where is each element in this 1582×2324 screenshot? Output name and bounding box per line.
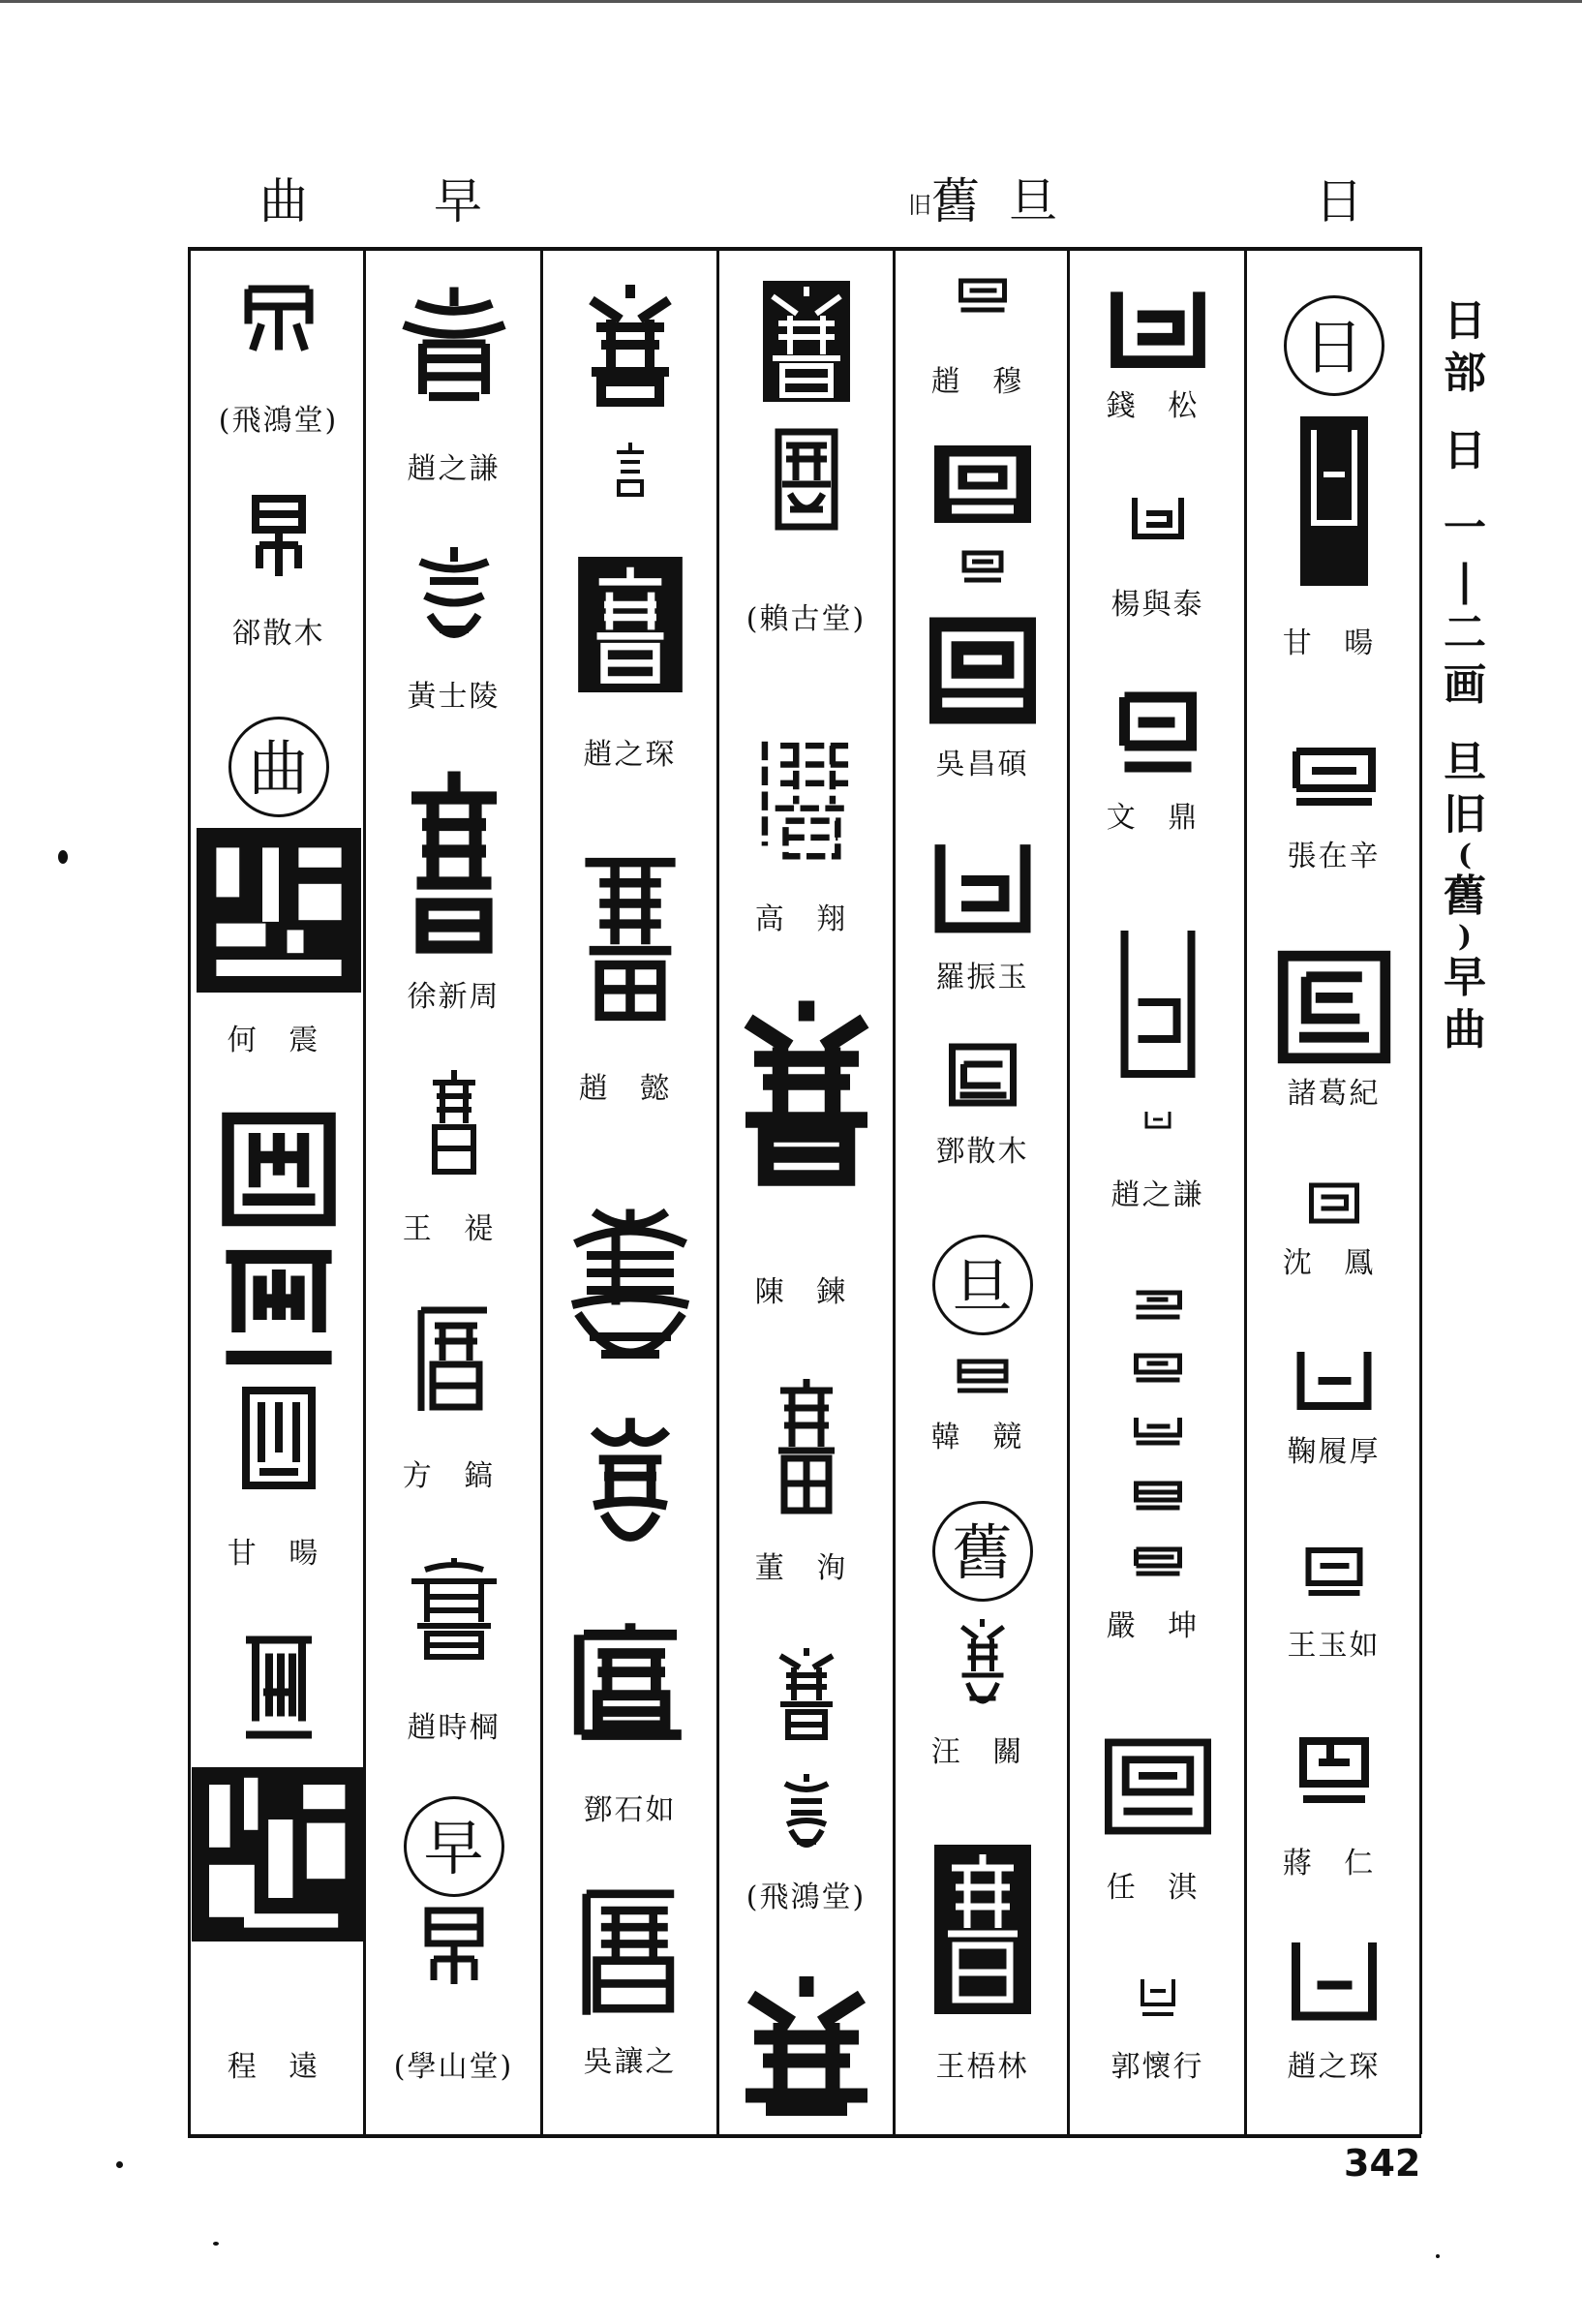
seal-label: 趙之謙 [407, 452, 501, 486]
column-divider [893, 247, 896, 2134]
seal-glyph [1116, 925, 1199, 1080]
seal-glyph [235, 276, 322, 363]
column-divider [540, 247, 543, 2134]
seal-glyph [577, 1414, 684, 1549]
column-divider [1419, 247, 1422, 2134]
seal-label: 蔣 仁 [1282, 1847, 1385, 1881]
seal-label: (賴古堂) [745, 602, 867, 636]
seal-label: 王 禔 [402, 1212, 505, 1246]
seal-label: 鞠履厚 [1287, 1435, 1381, 1469]
column-divider [716, 247, 719, 2134]
scan-speck [213, 2242, 219, 2246]
side-heading-char: 日 [1444, 296, 1486, 346]
header-char-jiu-traditional: 舊 [931, 173, 980, 229]
seal-glyph [1131, 1479, 1184, 1513]
seal-glyph [934, 1845, 1031, 2014]
seal-glyph [946, 1041, 1019, 1109]
seal-glyph [240, 1632, 318, 1743]
entry-char-circle: 日 [1284, 295, 1384, 396]
seal-glyph [401, 765, 507, 959]
seal-label: 趙之琛 [583, 738, 677, 772]
seal-glyph [956, 1617, 1009, 1724]
seal-label: 趙之謙 [1110, 1178, 1204, 1212]
seal-label: 張在辛 [1287, 840, 1381, 873]
side-heading-char: 日 [1444, 426, 1486, 475]
seal-label: 吳讓之 [583, 2045, 677, 2079]
seal-glyph [577, 1883, 684, 2019]
header-char-jiu-simplified: 旧 [908, 192, 931, 219]
header-char-jiu [908, 172, 980, 234]
side-heading-char: ) [1457, 920, 1473, 954]
seal-label: 徐新周 [407, 980, 501, 1014]
side-heading-char: 曲 [1444, 1005, 1486, 1055]
seal-glyph [1288, 1937, 1380, 2024]
seal-glyph [194, 828, 363, 993]
seal-label: 程 遠 [227, 2050, 330, 2084]
seal-label: 甘 暘 [1282, 627, 1385, 660]
seal-glyph [411, 542, 498, 658]
page-number: 342 [1344, 2142, 1421, 2185]
seal-glyph [240, 1385, 318, 1491]
side-heading-char: ( [1457, 839, 1473, 872]
column-jiu-b [721, 257, 891, 2121]
seal-glyph [425, 1065, 483, 1181]
side-heading-char: 一 [1444, 504, 1486, 553]
seal-glyph [777, 1772, 836, 1859]
seal-glyph [582, 281, 679, 407]
column-jiu-a [545, 257, 715, 2121]
seal-label: 黃士陵 [407, 680, 501, 714]
seal-label: (飛鴻堂) [745, 1881, 867, 1914]
header-char-qu: 曲 [259, 173, 308, 229]
seal-glyph [577, 557, 684, 692]
seal-label: 趙 穆 [930, 365, 1034, 399]
seal-label: 韓 競 [930, 1421, 1034, 1454]
seal-glyph [1143, 1109, 1172, 1130]
seal-label: 王玉如 [1287, 1629, 1381, 1663]
seal-glyph [216, 1244, 342, 1370]
side-heading-char: 旧 [1444, 790, 1486, 840]
header-char-zao: 早 [434, 173, 482, 229]
seal-glyph [753, 731, 860, 867]
seal-glyph [763, 281, 850, 402]
seal-glyph [406, 1554, 502, 1661]
seal-label: 鄧散木 [935, 1135, 1029, 1169]
seal-label: (學山堂) [393, 2050, 514, 2084]
side-heading-char: 画 [1444, 660, 1486, 710]
seal-label: 汪 關 [930, 1735, 1034, 1769]
seal-glyph [1295, 1733, 1373, 1811]
seal-glyph [1131, 1414, 1184, 1448]
seal-label: 沈 鳳 [1282, 1246, 1385, 1280]
seal-label: 吳昌碩 [935, 748, 1029, 781]
column-dan-b [1073, 257, 1242, 2121]
seal-glyph [1129, 494, 1187, 542]
scan-speck [1436, 2254, 1440, 2258]
entry-char-circle: 旦 [932, 1235, 1033, 1335]
scan-speck [116, 2161, 123, 2168]
side-heading-char: 舊 [1444, 872, 1486, 921]
entry-char-circle: 舊 [932, 1501, 1033, 1602]
seal-glyph [1300, 416, 1368, 586]
side-heading-char: 二 [1444, 608, 1486, 657]
seal-glyph [420, 1903, 488, 1990]
seal-glyph [240, 489, 318, 586]
seal-label: 文 鼎 [1106, 801, 1209, 835]
seal-glyph [1291, 746, 1378, 809]
column-dan-a [897, 257, 1067, 2121]
seal-label: 郤散木 [231, 617, 325, 651]
seal-glyph [1139, 1975, 1177, 2019]
header-char-ri: 日 [1315, 173, 1363, 229]
side-heading-char: 早 [1444, 953, 1486, 1002]
seal-glyph [572, 1617, 688, 1748]
scan-speck [58, 850, 68, 864]
seal-glyph [415, 1302, 493, 1419]
seal-label: 董 洵 [754, 1551, 858, 1585]
side-section-heading [1431, 295, 1499, 1056]
seal-label: 趙之琛 [1287, 2050, 1381, 2084]
seal-glyph [1131, 1544, 1184, 1578]
seal-label: 任 淇 [1106, 1871, 1209, 1905]
seal-glyph [954, 1356, 1012, 1394]
side-heading-char: 旦 [1444, 738, 1486, 787]
seal-label: 趙時棡 [407, 1711, 501, 1745]
seal-glyph [1102, 1738, 1213, 1835]
entry-char-circle: 曲 [228, 717, 329, 817]
seal-label: 何 震 [227, 1024, 330, 1057]
seal-label: 王梧林 [935, 2050, 1029, 2084]
side-heading-char: | [1456, 556, 1473, 605]
column-divider [1067, 247, 1070, 2134]
seal-label: 羅振玉 [935, 961, 1029, 994]
seal-glyph [773, 1375, 840, 1515]
seal-glyph [734, 1971, 879, 2116]
column-qu [194, 257, 363, 2121]
seal-glyph [187, 1767, 371, 1942]
seal-label: 錢 松 [1106, 389, 1209, 423]
seal-label: 高 翔 [754, 902, 858, 936]
seal-glyph [773, 426, 840, 533]
top-rule [0, 0, 1582, 3]
seal-glyph [934, 445, 1031, 523]
column-divider [1244, 247, 1247, 2134]
seal-glyph [611, 441, 650, 499]
seal-glyph [1105, 286, 1211, 368]
seal-glyph [1116, 688, 1199, 780]
seal-glyph [734, 993, 879, 1186]
seal-glyph [773, 1646, 840, 1743]
side-heading-char: 部 [1444, 349, 1486, 398]
header-char-dan: 旦 [1009, 173, 1057, 229]
seal-glyph [1276, 949, 1392, 1065]
seal-glyph [386, 281, 522, 407]
column-zao-jiu [369, 257, 538, 2121]
seal-label: 甘 暘 [227, 1537, 330, 1571]
entry-char-circle: 早 [404, 1796, 504, 1897]
seal-glyph [577, 852, 684, 1026]
seal-label: 諸葛紀 [1287, 1077, 1381, 1111]
seal-label: 楊與泰 [1110, 588, 1204, 622]
seal-glyph [1302, 1544, 1365, 1598]
seal-label: 趙 懿 [578, 1072, 682, 1106]
seal-glyph [558, 1201, 703, 1380]
seal-glyph [929, 838, 1036, 934]
seal-label: (飛鴻堂) [218, 404, 339, 438]
seal-glyph [958, 547, 1007, 586]
column-ri [1249, 257, 1418, 2121]
seal-label: 郭懷行 [1110, 2050, 1204, 2084]
seal-label: 陳 鍊 [754, 1275, 858, 1309]
seal-label: 方 鎬 [402, 1459, 505, 1493]
seal-label: 鄧石如 [583, 1793, 677, 1827]
seal-label: 嚴 坤 [1106, 1609, 1209, 1643]
seal-glyph [929, 615, 1036, 726]
seal-glyph [1307, 1181, 1360, 1225]
seal-glyph [956, 276, 1009, 315]
seal-glyph [216, 1109, 342, 1230]
seal-glyph [1293, 1346, 1375, 1414]
seal-glyph [1131, 1288, 1184, 1322]
seal-glyph [1131, 1351, 1184, 1385]
